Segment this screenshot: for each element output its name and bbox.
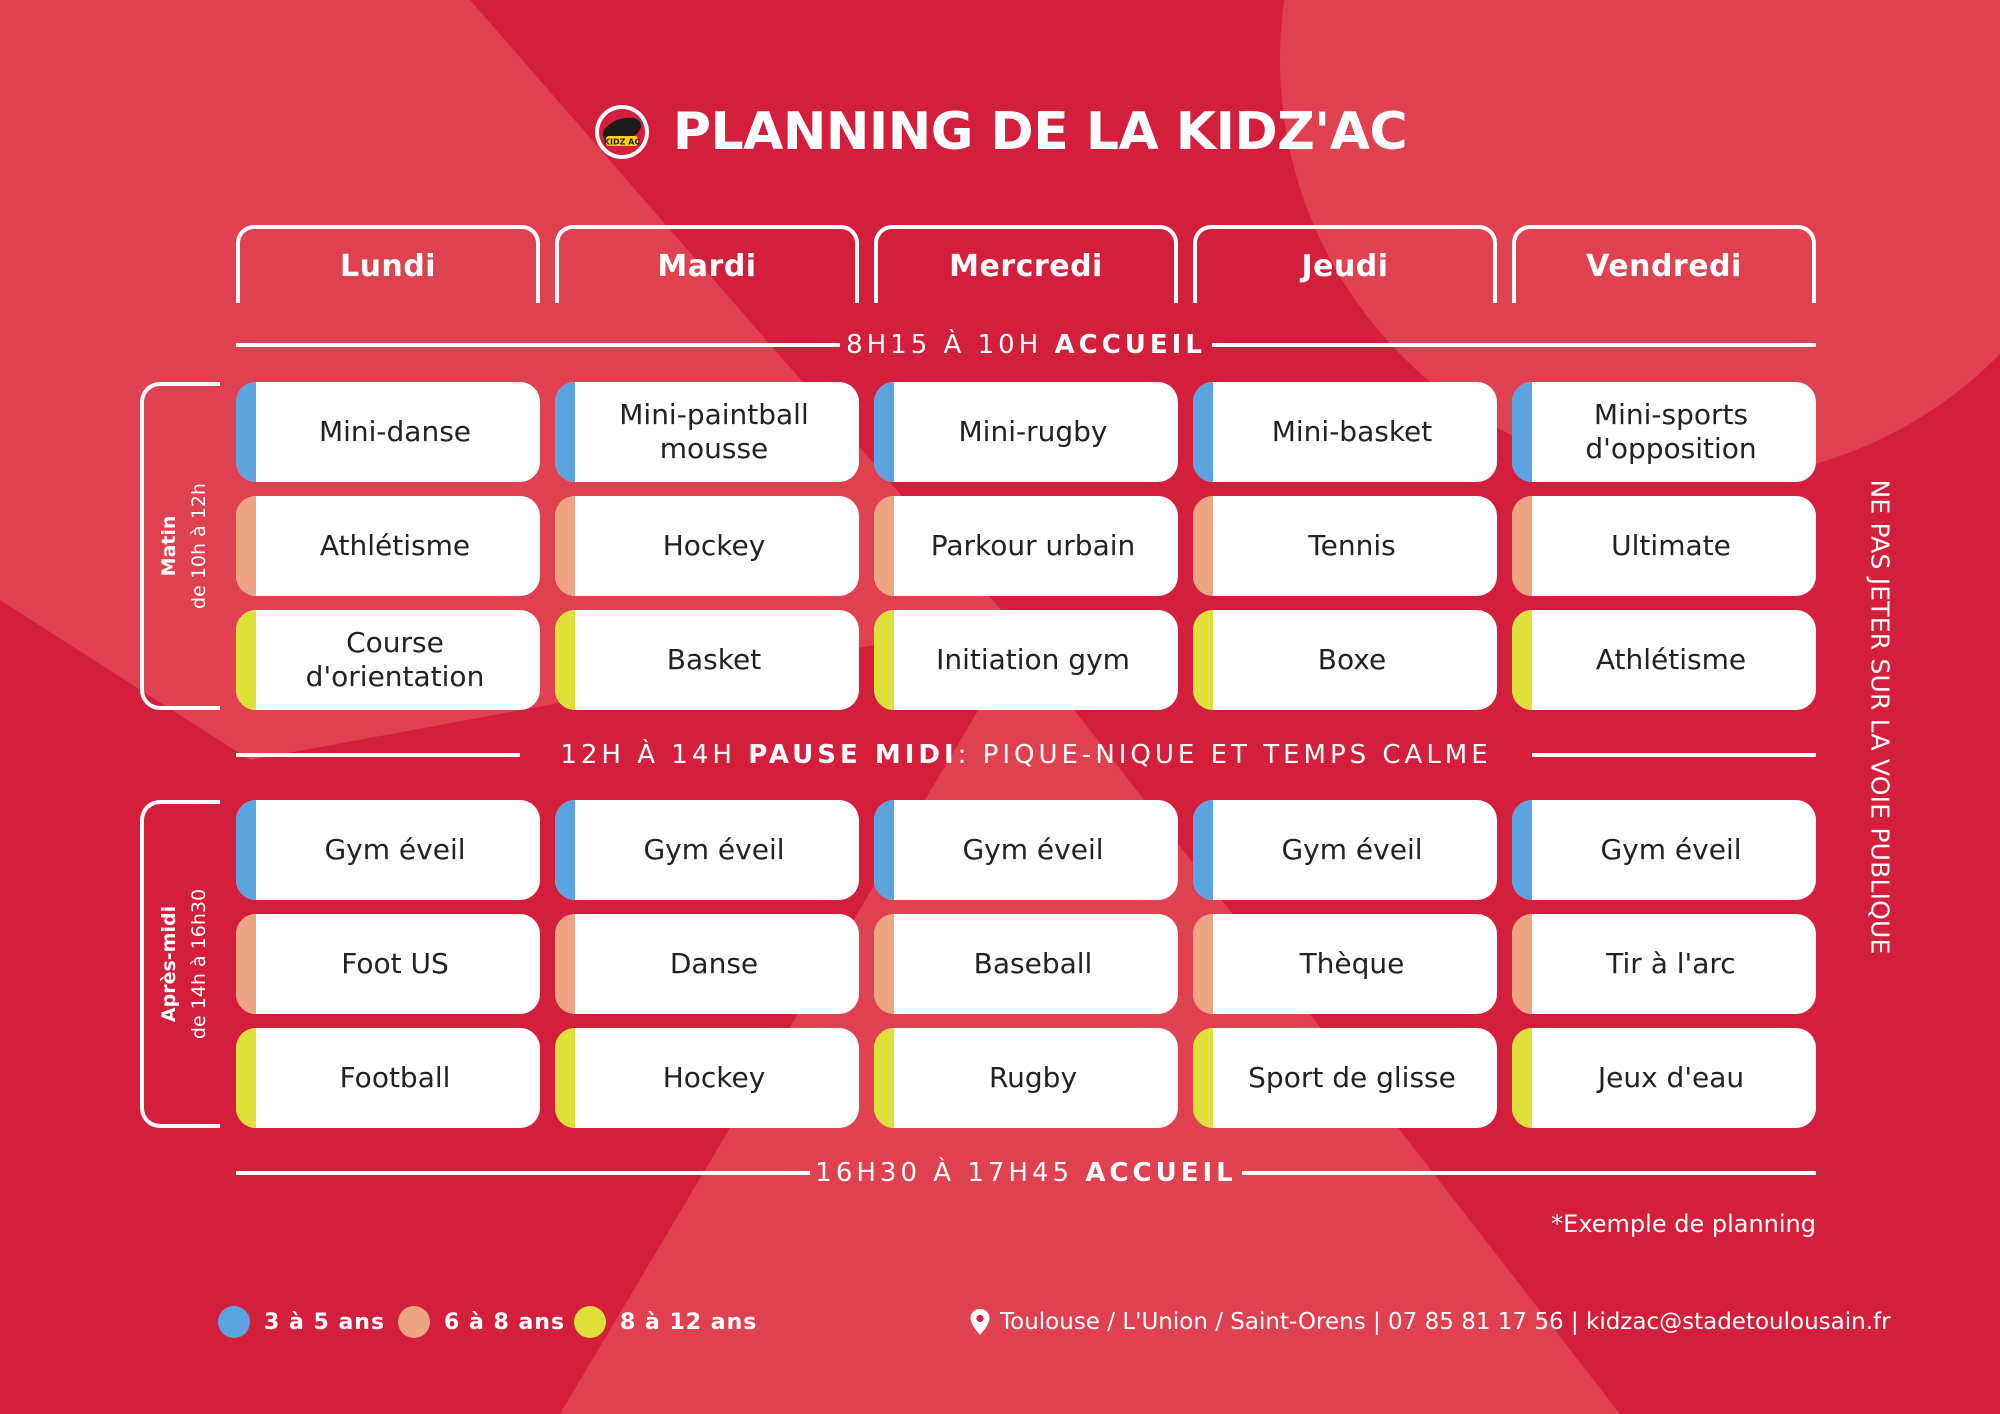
activity-card bbox=[874, 1028, 1178, 1128]
legend-item-6-8 bbox=[398, 1303, 565, 1341]
legend-item-8-12 bbox=[574, 1303, 757, 1341]
activity-card bbox=[874, 800, 1178, 900]
age-group-bar bbox=[555, 1028, 575, 1128]
activity-name: Parkour urbain bbox=[930, 529, 1136, 562]
period-hours: de 10h à 12h bbox=[188, 483, 210, 609]
contact-text: Toulouse / L'Union / Saint-Orens | 07 85 81 17 56 | kidzac@stadetoulousain.fr bbox=[1000, 1309, 1891, 1335]
activity-card bbox=[555, 496, 859, 596]
page-title: PLANNING DE LA KIDZ'AC bbox=[672, 102, 1408, 162]
activity-name: Thèque bbox=[1299, 947, 1405, 980]
activity-name: Gym éveil bbox=[324, 833, 466, 866]
activity-card bbox=[1512, 496, 1816, 596]
kidzac-logo bbox=[593, 103, 651, 161]
age-group-bar bbox=[1193, 800, 1213, 900]
age-group-bar bbox=[236, 1028, 256, 1128]
age-group-bar bbox=[874, 1028, 894, 1128]
activity-name: Tennis bbox=[1308, 529, 1396, 562]
age-group-bar bbox=[236, 496, 256, 596]
activity-name: Foot US bbox=[341, 947, 449, 980]
activity-card bbox=[1193, 610, 1497, 710]
separator-label: ACCUEIL bbox=[1054, 330, 1206, 360]
age-group-bar bbox=[1193, 382, 1213, 482]
activity-name: Mini-sports d'opposition bbox=[1585, 398, 1757, 465]
activity-card bbox=[1193, 914, 1497, 1014]
activity-name: Mini-rugby bbox=[958, 415, 1108, 448]
age-group-bar bbox=[236, 914, 256, 1014]
separator-text bbox=[236, 325, 1816, 365]
activity-card bbox=[555, 914, 859, 1014]
age-group-bar bbox=[1512, 1028, 1532, 1128]
example-note: *Exemple de planning bbox=[1551, 1210, 1816, 1238]
legend-dot bbox=[218, 1306, 250, 1338]
legend-label: 8 à 12 ans bbox=[620, 1309, 758, 1335]
activity-card bbox=[236, 610, 540, 710]
activity-card bbox=[1193, 1028, 1497, 1128]
activity-name: Mini-danse bbox=[318, 415, 472, 448]
day-header-mercredi: Mercredi bbox=[874, 225, 1178, 303]
age-group-bar bbox=[1512, 914, 1532, 1014]
age-group-bar bbox=[555, 800, 575, 900]
activity-card bbox=[1193, 800, 1497, 900]
separator-time: 8H15 À 10H bbox=[846, 330, 1043, 360]
activity-name: Gym éveil bbox=[962, 833, 1104, 866]
activity-card bbox=[555, 800, 859, 900]
separator-evening-arrival bbox=[236, 1153, 1816, 1193]
activity-name: Ultimate bbox=[1611, 529, 1731, 562]
svg-text:KIDZ AC: KIDZ AC bbox=[603, 137, 641, 147]
activity-name: Jeux d'eau bbox=[1597, 1061, 1745, 1094]
age-group-bar bbox=[1193, 914, 1213, 1014]
activity-card bbox=[236, 800, 540, 900]
activity-name: Hockey bbox=[662, 1061, 766, 1094]
activity-name: Course d'orientation bbox=[305, 626, 485, 693]
activity-card bbox=[236, 382, 540, 482]
day-header-jeudi: Jeudi bbox=[1193, 225, 1497, 303]
age-group-bar bbox=[1512, 800, 1532, 900]
activity-card bbox=[236, 1028, 540, 1128]
separator-label: PAUSE MIDI bbox=[748, 740, 958, 770]
legend-label: 6 à 8 ans bbox=[444, 1309, 566, 1335]
activity-name: Boxe bbox=[1317, 643, 1387, 676]
period-hours: de 14h à 16h30 bbox=[188, 888, 210, 1040]
age-group-bar bbox=[555, 914, 575, 1014]
age-group-bar bbox=[236, 382, 256, 482]
side-notice: NE PAS JETER SUR LA VOIE PUBLIQUE bbox=[1865, 479, 1895, 955]
age-group-bar bbox=[1512, 610, 1532, 710]
age-group-bar bbox=[1193, 610, 1213, 710]
afternoon-label bbox=[154, 889, 214, 1039]
activity-name: Athlétisme bbox=[319, 529, 471, 562]
activity-name: Football bbox=[339, 1061, 451, 1094]
separator-text bbox=[236, 1153, 1816, 1193]
age-group-bar bbox=[1193, 1028, 1213, 1128]
activity-card bbox=[1512, 800, 1816, 900]
activity-name: Danse bbox=[669, 947, 759, 980]
activity-name: Mini-basket bbox=[1271, 415, 1433, 448]
header bbox=[0, 92, 2000, 172]
legend-item-3-5 bbox=[218, 1303, 385, 1341]
age-group-bar bbox=[1193, 496, 1213, 596]
activity-name: Gym éveil bbox=[1281, 833, 1423, 866]
age-group-bar bbox=[555, 496, 575, 596]
separator-lunch bbox=[236, 735, 1816, 775]
age-group-bar bbox=[555, 382, 575, 482]
activity-card bbox=[1512, 382, 1816, 482]
activity-name: Sport de glisse bbox=[1248, 1061, 1456, 1094]
activity-card bbox=[236, 914, 540, 1014]
separator-text bbox=[236, 735, 1816, 775]
activity-card bbox=[1193, 496, 1497, 596]
activity-name: Initiation gym bbox=[936, 643, 1130, 676]
age-group-bar bbox=[1512, 382, 1532, 482]
contact-info bbox=[970, 1303, 1891, 1341]
activity-card bbox=[555, 382, 859, 482]
activity-card bbox=[874, 610, 1178, 710]
location-pin-icon bbox=[970, 1309, 990, 1335]
activity-name: Gym éveil bbox=[1600, 833, 1742, 866]
activity-name: Hockey bbox=[662, 529, 766, 562]
separator-morning-arrival bbox=[236, 325, 1816, 365]
day-header-lundi: Lundi bbox=[236, 225, 540, 303]
activity-name: Rugby bbox=[988, 1061, 1078, 1094]
separator-time: 16H30 À 17H45 bbox=[815, 1158, 1074, 1188]
activity-card bbox=[1512, 914, 1816, 1014]
activity-name: Basket bbox=[666, 643, 762, 676]
separator-label: ACCUEIL bbox=[1085, 1158, 1237, 1188]
activity-card bbox=[1512, 1028, 1816, 1128]
activity-card bbox=[555, 1028, 859, 1128]
activity-card bbox=[874, 914, 1178, 1014]
activity-name: Baseball bbox=[973, 947, 1093, 980]
age-group-bar bbox=[874, 914, 894, 1014]
activity-card bbox=[555, 610, 859, 710]
day-header-mardi: Mardi bbox=[555, 225, 859, 303]
period-name: Après-midi bbox=[158, 905, 180, 1023]
legend-label: 3 à 5 ans bbox=[264, 1309, 386, 1335]
activity-name: Tir à l'arc bbox=[1606, 947, 1736, 980]
activity-name: Gym éveil bbox=[643, 833, 785, 866]
activity-card bbox=[1512, 610, 1816, 710]
activity-card bbox=[236, 496, 540, 596]
legend-dot bbox=[398, 1306, 430, 1338]
morning-label bbox=[154, 483, 214, 609]
separator-suffix: : PIQUE-NIQUE ET TEMPS CALME bbox=[957, 740, 1492, 770]
activity-name: Mini-paintball mousse bbox=[619, 398, 809, 465]
activity-card bbox=[874, 496, 1178, 596]
period-name: Matin bbox=[158, 515, 180, 577]
legend-dot bbox=[574, 1306, 606, 1338]
activity-card bbox=[874, 382, 1178, 482]
age-group-bar bbox=[874, 800, 894, 900]
age-group-bar bbox=[874, 496, 894, 596]
age-group-bar bbox=[874, 610, 894, 710]
age-group-bar bbox=[874, 382, 894, 482]
age-group-bar bbox=[1512, 496, 1532, 596]
activity-card bbox=[1193, 382, 1497, 482]
day-header-vendredi: Vendredi bbox=[1512, 225, 1816, 303]
age-group-bar bbox=[555, 610, 575, 710]
age-group-bar bbox=[236, 800, 256, 900]
separator-time: 12H À 14H bbox=[560, 740, 736, 770]
age-group-bar bbox=[236, 610, 256, 710]
activity-name: Athlétisme bbox=[1595, 643, 1747, 676]
